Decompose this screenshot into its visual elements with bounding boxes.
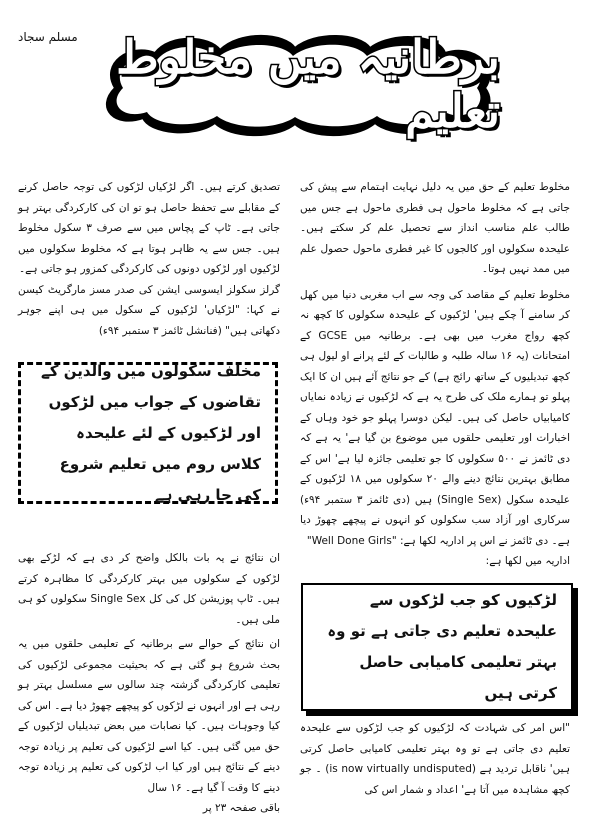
- right-paragraph-4: "اس امر کی شہادت کہ لڑکیوں کو جب لڑکوں سے علیحدہ تعلیم دی جاتی ہے تو وہ بہتر تعلیمی کامیابی حاصل کرتی ہیں' ناقابل تردید ہے (is now virtually undisputed) ۔ جو کچھ مشاہدہ میں آتا ہے' اعداد و شمار اس کی: [300, 722, 570, 796]
- right-paragraph-3: اداریہ میں لکھا ہے:: [485, 555, 570, 567]
- pullquote-right-text: لڑکیوں کو جب لڑکوں سے علیحدہ تعلیم دی جاتی ہے تو وہ بہتر تعلیمی کامیابی حاصل کرتی ہیں: [327, 591, 557, 702]
- left-column-bottom: [18, 548, 280, 819]
- page-title: برطانیہ میں مخلوط تعلیم: [116, 30, 500, 138]
- author-byline: مسلم سجاد: [18, 30, 78, 44]
- left-paragraph-2: گرلز سکولز ایسوسی ایشن کی صدر مسز مارگریٹ کیسن نے کہا: "لڑکیاں' لڑکیوں کے سکول میں ہی اپنے جوہر دکھاتی ہیں" (فنانشل ٹائمز ۳ ستمبر ۹۴ء): [18, 283, 280, 337]
- right-column-bottom: [300, 718, 570, 800]
- continued-note: باقی صفحہ ۲۳ پر: [202, 802, 280, 814]
- title-banner: [95, 28, 500, 140]
- left-paragraph-3: ان نتائج نے یہ بات بالکل واضح کر دی ہے کہ لڑکے بھی لڑکوں کے سکولوں میں بہتر کارکردگی کا مظاہرہ کرتے ہیں۔ ٹاپ پوزیشن کل کی کل Single Sex سکولوں کو ہی ملی ہیں۔: [18, 552, 280, 626]
- pullquote-box-right: [301, 583, 573, 711]
- left-paragraph-1: تصدیق کرتے ہیں۔ اگر لڑکیاں لڑکوں کی توجہ حاصل کرنے کے مقابلے سے تحفظ حاصل ہو تو ان کی کارکردگی بہتر ہو جاتی ہے۔ ٹاپ کے پچاس میں سے صرف ۳ سکول مخلوط ہیں۔ جس سے یہ ظاہر ہوتا ہے کہ مخلوط سکولوں میں لڑکیوں اور لڑکوں دونوں کی کارکردگی کمزور ہو جاتی ہے۔: [18, 181, 280, 275]
- right-paragraph-2: مخلوط تعلیم کے مقاصد کی وجہ سے اب مغربی دنیا میں کھل کر سامنے آ چکے ہیں' لڑکیوں کے علیحدہ سکولوں کا کچھ نہ کچھ رواج مغرب میں بھی ہے۔ برطانیہ میں GCSE کے امتحانات (یہ ۱۶ سالہ طلبہ و طالبات کے لئے پرانے او لیول ہی کچھ تبدیلیوں کے ساتھ رائج ہے) کے جو نتائج آئے ہیں ان کا ایک پہلو تو ہمارے ملک کی طرح یہ ہے کہ لڑکیوں نے زیادہ نمایاں کامیابیاں حاصل کی ہیں۔ لیکن دوسرا پہلو جو خود وہاں کے اخبارات اور تعلیمی حلقوں میں موضوع بن گیا ہے' یہ ہے کہ دی ٹائمز نے ۵۰۰ سکولوں کا جو تعلیمی جائزہ لیا ہے' اس کے مطابق بہترین نتائج دینے والے ۲۰ سکولوں میں ۱۸ لڑکیوں کے علیحدہ سکول (Single Sex) ہیں (دی ٹائمز ۳ ستمبر ۹۴ء) سرکاری اور آزاد سب سکولوں کو انہوں نے پیچھے چھوڑ دیا ہے۔ دی ٹائمز نے اس پر اداریہ لکھا ہے: "Well Done Girls": [300, 288, 571, 547]
- left-paragraph-4: ان نتائج کے حوالے سے برطانیہ کے تعلیمی حلقوں میں یہ بحث شروع ہو گئی ہے کہ بحیثیت مجموعی لڑکیوں کی تعلیمی کارکردگی گزشتہ چند سالوں سے مسلسل بہتر ہو رہی ہے اور انہوں نے لڑکوں کو پیچھے چھوڑ دیا ہے۔ اس کی کیا وجوہات ہیں۔ کیا نصابات میں بعض تبدیلیاں لڑکیوں کے حق میں گئی ہیں۔ کیا اسے لڑکیوں کی تعلیم پر زیادہ توجہ دینے کے نتائج ہیں اور کیا اب لڑکوں کی تعلیم پر زیادہ توجہ دینے کا وقت آ گیا ہے۔ ۱۶ سال: [18, 638, 280, 794]
- right-paragraph-1: مخلوط تعلیم کے حق میں یہ دلیل نہایت اہتمام سے پیش کی جاتی ہے کہ مخلوط ماحول ہی فطری ماحول ہے جس میں طالب علم مناسب انداز سے تحصیل علم کر سکتے ہیں۔ علیحدہ سکولوں اور کالجوں کا غیر فطری ماحول حصول علم میں ممد نہیں ہوتا۔: [300, 181, 570, 275]
- right-column-top: [300, 177, 570, 572]
- pullquote-box-left: [18, 362, 278, 504]
- left-column-top: [18, 177, 280, 341]
- pullquote-left-text: مخلف سکولوں میں والدین کے تقاضوں کے جواب میں لڑکوں اور لڑکیوں کے لئے علیحدہ کلاس روم میں تعلیم شروع کی جا رہی ہے: [40, 361, 261, 504]
